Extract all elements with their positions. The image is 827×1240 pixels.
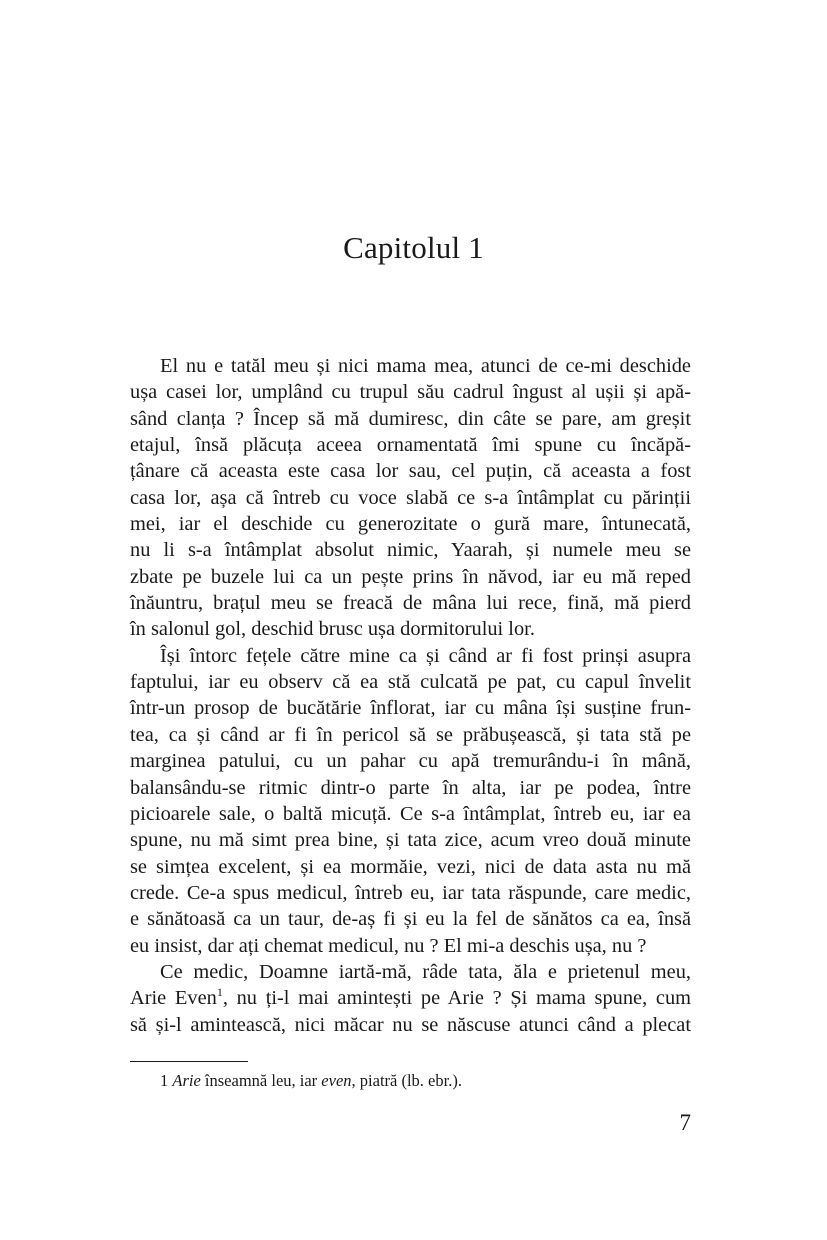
text-line: ușa casei lor, umplând cu trupul său cadrul îngust al ușii și apă- xyxy=(130,381,691,404)
footnote-reference: 1 xyxy=(216,985,223,1000)
paragraph-1 xyxy=(130,353,691,643)
text-line: Își întorc fețele către mine ca și când ar fi fost prinși asupra xyxy=(160,644,691,667)
footnote-divider xyxy=(130,1061,248,1062)
text-line: etajul, însă plăcuța aceea ornamentată îmi spune cu încăpă- xyxy=(130,434,691,457)
text-line: Ce medic, Doamne iartă-mă, râde tata, ăla e prietenul meu, xyxy=(160,960,691,983)
text-line: se simțea excelent, și ea mormăie, vezi, nici de data asta nu mă xyxy=(130,855,691,878)
text-line: zbate pe buzele lui ca un pește prins în năvod, iar eu mă reped xyxy=(130,565,691,588)
paragraph-3 xyxy=(130,959,691,1038)
footnote-term: even xyxy=(321,1071,352,1090)
text-fragment: Arie Even xyxy=(130,987,217,1010)
chapter-title: Capitolul 1 xyxy=(343,230,484,265)
footnote-text: înseamnă leu, iar xyxy=(204,1071,318,1090)
text-line xyxy=(130,985,691,1011)
text-line: balansându-se ritmic dintr-o parte în alta, iar pe podea, între xyxy=(130,776,691,799)
text-line: e sănătoasă ca un taur, de-aș fi și eu la fel de sănătos ca ea, însă xyxy=(130,908,691,931)
text-line: casa lor, așa că întreb cu voce slabă ce s-a întâmplat cu părinții xyxy=(130,486,691,509)
footnote-text: , piatră (lb. ebr.). xyxy=(351,1071,462,1090)
footnote-number: 1 xyxy=(160,1071,169,1090)
page-number: 7 xyxy=(679,1110,691,1135)
text-line: sând clanța ? Încep să mă dumiresc, din câte se pare, am greșit xyxy=(130,407,691,430)
text-line: marginea patului, cu un pahar cu apă tremurându-i în mână, xyxy=(130,750,691,773)
text-line: tea, ca și când ar fi în pericol să se prăbușească, și tata stă pe xyxy=(130,723,691,746)
text-line: să și-l amintească, nici măcar nu se născuse atunci când a plecat xyxy=(130,1013,691,1036)
body-text xyxy=(130,353,691,1038)
footnote xyxy=(160,1069,691,1093)
text-line: mei, iar el deschide cu generozitate o gură mare, întunecată, xyxy=(130,513,691,536)
text-line: țânare că aceasta este casa lor sau, cel puțin, că aceasta a fost xyxy=(130,460,691,483)
text-line: picioarele sale, o baltă micuță. Ce s-a întâmplat, întreb eu, iar ea xyxy=(130,802,691,825)
footnote-term: Arie xyxy=(172,1071,201,1090)
text-fragment: , nu ți-l mai amintești pe Arie ? Și mama spune, cum xyxy=(222,987,691,1010)
text-line: eu insist, dar ați chemat medicul, nu ? El mi-a deschis ușa, nu ? xyxy=(130,934,647,957)
text-line: nu li s-a întâmplat absolut nimic, Yaarah, și numele meu se xyxy=(130,539,691,562)
text-line: spune, nu mă simt prea bine, și tata zice, acum vreo două minute xyxy=(130,829,691,852)
text-line: într-un prosop de bucătărie înflorat, iar cu mâna își susține frun- xyxy=(130,697,691,720)
text-line: faptului, iar eu observ că ea stă culcată pe pat, cu capul învelit xyxy=(130,671,691,694)
text-line: crede. Ce-a spus medicul, întreb eu, iar tata răspunde, care medic, xyxy=(130,881,691,904)
text-line: El nu e tatăl meu și nici mama mea, atunci de ce-mi deschide xyxy=(160,355,691,377)
text-line: în salonul gol, deschid brusc ușa dormitorului lor. xyxy=(130,618,535,641)
text-line: înăuntru, brațul meu se freacă de mâna lui rece, fină, mă pierd xyxy=(130,592,691,615)
paragraph-2 xyxy=(130,643,691,959)
